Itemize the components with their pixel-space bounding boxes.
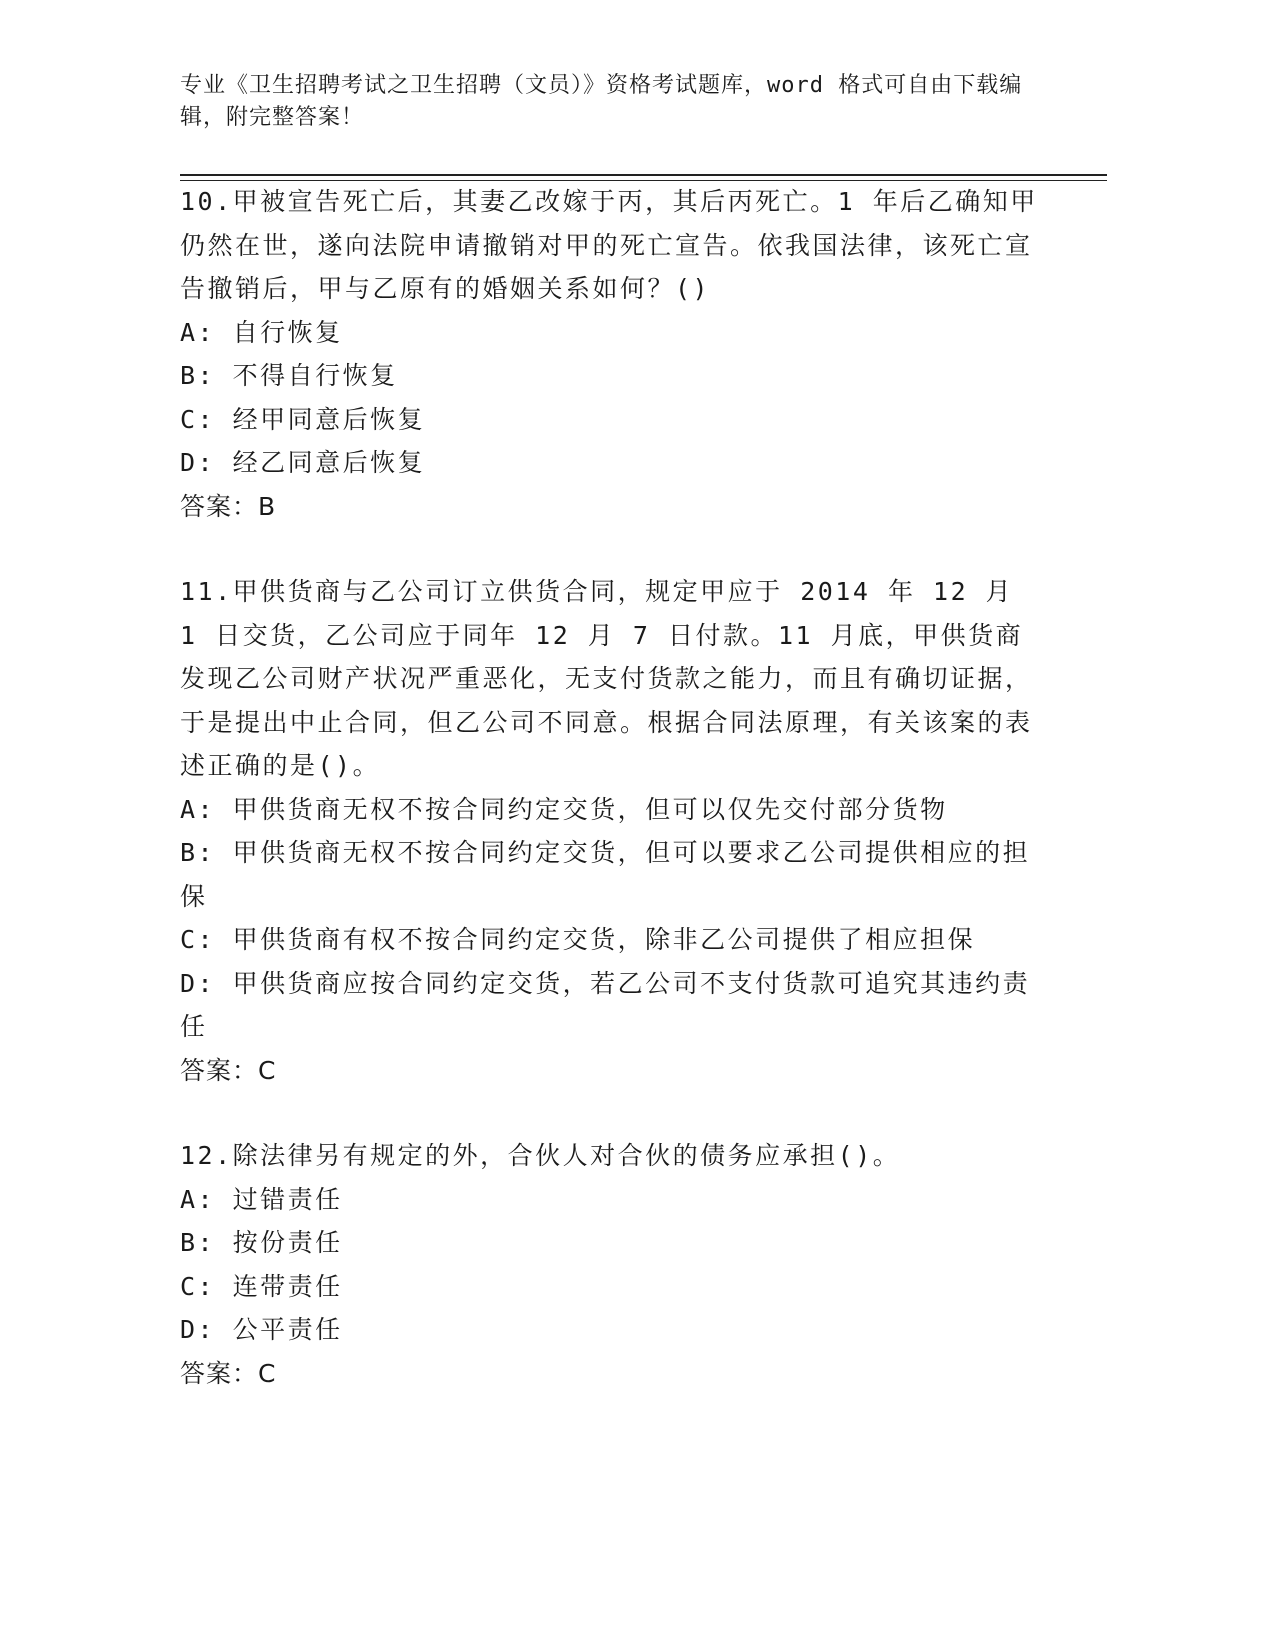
option-c: C: 甲供货商有权不按合同约定交货，除非乙公司提供了相应担保 (180, 925, 976, 954)
option-b: B: 甲供货商无权不按合同约定交货，但可以要求乙公司提供相应的担保 (180, 838, 1031, 911)
question-stem: 12.除法律另有规定的外，合伙人对合伙的债务应承担()。 (180, 1141, 901, 1170)
option-d: D: 公平责任 (180, 1315, 343, 1344)
question-stem: 11.甲供货商与乙公司订立供货合同，规定甲应于 2014 年 12 月 1 日交货，乙公司应于同年 12 月 7 日付款。11 月底，甲供货商发现乙公司财产状况严重恶化，无支付货款之能力，而且有确切证据，于是提出中止合同，但乙公司不同意。根据合同法原理，有关该案的表述正确的是()。 (180, 577, 1033, 780)
question-item (180, 1134, 1040, 1395)
question-item (180, 180, 1040, 528)
answer-line: 答案：C (180, 1055, 277, 1085)
option-d: D: 甲供货商应按合同约定交货，若乙公司不支付货款可追究其违约责任 (180, 968, 1031, 1041)
option-b: B: 按份责任 (180, 1228, 343, 1257)
header-divider-thick (180, 174, 1107, 176)
option-b: B: 不得自行恢复 (180, 361, 398, 390)
option-a: A: 甲供货商无权不按合同约定交货，但可以仅先交付部分货物 (180, 794, 948, 824)
option-a: A: 过错责任 (180, 1184, 343, 1214)
question-stem: 10.甲被宣告死亡后，其妻乙改嫁于丙，其后丙死亡。1 年后乙确知甲仍然在世，遂向法院申请撤销对甲的死亡宣告。依我国法律，该死亡宣告撤销后，甲与乙原有的婚姻关系如何？() (180, 187, 1038, 303)
option-c: C: 经甲同意后恢复 (180, 404, 426, 434)
option-c: C: 连带责任 (180, 1271, 343, 1301)
answer-line: 答案：B (180, 491, 277, 521)
option-a: A: 自行恢复 (180, 317, 343, 347)
option-d: D: 经乙同意后恢复 (180, 448, 426, 477)
document-header: 专业《卫生招聘考试之卫生招聘（文员）》资格考试题库，word 格式可自由下载编辑，附完整答案！ (180, 73, 1023, 130)
answer-line: 答案：C (180, 1358, 277, 1388)
question-list (180, 180, 1040, 1437)
question-item (180, 570, 1040, 1092)
